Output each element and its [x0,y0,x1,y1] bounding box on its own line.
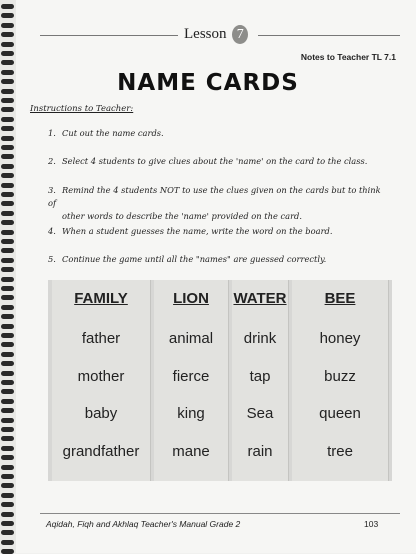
instruction-text-continued: other words to describe the 'name' provided on the card. [62,211,303,221]
spiral-coil [1,549,14,554]
spiral-coil [1,201,14,206]
card-word: king [177,405,205,422]
card-word: rain [247,443,273,460]
card-word: grandfather [62,443,140,460]
spiral-coil [1,136,14,141]
spiral-coil [1,98,14,103]
spiral-coil [1,295,14,300]
spiral-coil [1,530,14,535]
card-heading: WATER [233,290,287,307]
spiral-coil [1,230,14,235]
notes-to-teacher-label: Notes to Teacher TL 7.1 [300,52,396,62]
card-word: buzz [324,368,356,385]
spiral-coil [1,314,14,319]
spiral-coil [1,248,14,253]
lesson-number-badge: 7 [232,25,248,44]
spiral-coil [1,145,14,150]
instruction-item [48,253,388,266]
spiral-coil [1,267,14,272]
instruction-number: 1. [48,128,56,138]
instruction-number: 5. [48,254,56,264]
spiral-coil [1,474,14,479]
spiral-coil [1,117,14,122]
spiral-coil [1,521,14,526]
name-card-family [52,280,151,481]
page-title: NAME CARDS [117,70,299,96]
card-word: Sea [246,405,274,422]
card-word: father [81,330,121,347]
spiral-coil [1,540,14,545]
instruction-text: Select 4 students to give clues about the 'name' on the card to the class. [62,156,368,166]
spiral-coil [1,164,14,169]
card-heading: LION [173,290,209,307]
spiral-coil [1,408,14,413]
card-word: fierce [172,368,210,385]
instruction-text: Continue the game until all the "names" are guessed correctly. [62,254,327,264]
spiral-coil [1,192,14,197]
spiral-coil [1,324,14,329]
spiral-coil [1,183,14,188]
footer-rule [40,513,400,514]
header-rule [258,35,400,36]
spiral-coil [1,389,14,394]
spiral-coil [1,23,14,28]
instruction-number: 3. [48,185,56,195]
instructions-title: Instructions to Teacher: [30,104,134,114]
spiral-coil [1,512,14,517]
name-card-bee [292,280,389,481]
card-word: mane [172,443,210,460]
spiral-coil [1,13,14,18]
spiral-coil [1,380,14,385]
name-card-water [232,280,289,481]
card-word: tap [249,368,271,385]
spiral-coil [1,286,14,291]
spiral-coil [1,239,14,244]
instruction-number: 4. [48,226,56,236]
card-word: mother [77,368,125,385]
spiral-coil [1,502,14,507]
card-word: drink [243,330,277,347]
lesson-label [184,25,248,44]
card-heading: FAMILY [74,290,128,307]
spiral-coil [1,371,14,376]
card-word: tree [327,443,353,460]
spiral-coil [1,493,14,498]
card-word: animal [168,330,214,347]
instruction-text: When a student guesses the name, write the word on the board. [62,226,333,236]
header-rule [40,35,178,36]
spiral-coil [1,60,14,65]
lesson-text: Lesson [184,26,227,42]
spiral-coil [1,258,14,263]
spiral-coil [1,211,14,216]
name-card-lion [154,280,229,481]
spiral-coil [1,455,14,460]
instruction-item [48,155,388,168]
spiral-coil [1,418,14,423]
spiral-coil [1,107,14,112]
spiral-coil [1,126,14,131]
spiral-coil [1,154,14,159]
card-word: baby [84,405,118,422]
instruction-item [48,225,388,238]
spiral-coil [1,483,14,488]
card-heading: BEE [324,290,356,307]
spiral-coil [1,277,14,282]
spiral-coil [1,465,14,470]
spiral-coil [1,333,14,338]
spiral-coil [1,352,14,357]
spiral-coil [1,399,14,404]
instruction-item [48,127,388,140]
instruction-item [48,184,388,223]
spiral-coil [1,427,14,432]
spiral-coil [1,220,14,225]
spiral-coil [1,32,14,37]
spiral-coil [1,4,14,9]
spiral-coil [1,436,14,441]
instruction-text: Remind the 4 students NOT to use the clues given on the cards but to think of [48,185,381,208]
spiral-coil [1,173,14,178]
spiral-coil [1,342,14,347]
instruction-number: 2. [48,156,56,166]
card-word: honey [319,330,361,347]
spiral-coil [1,51,14,56]
spiral-coil [1,361,14,366]
spiral-coil [1,42,14,47]
spiral-coil [1,446,14,451]
instruction-text: Cut out the name cards. [62,128,164,138]
footer-book-title: Aqidah, Fiqh and Akhlaq Teacher's Manual Grade 2 [46,519,241,529]
spiral-coil [1,305,14,310]
name-cards-panel [48,280,392,481]
card-word: queen [319,405,361,422]
page-number: 103 [364,519,379,529]
